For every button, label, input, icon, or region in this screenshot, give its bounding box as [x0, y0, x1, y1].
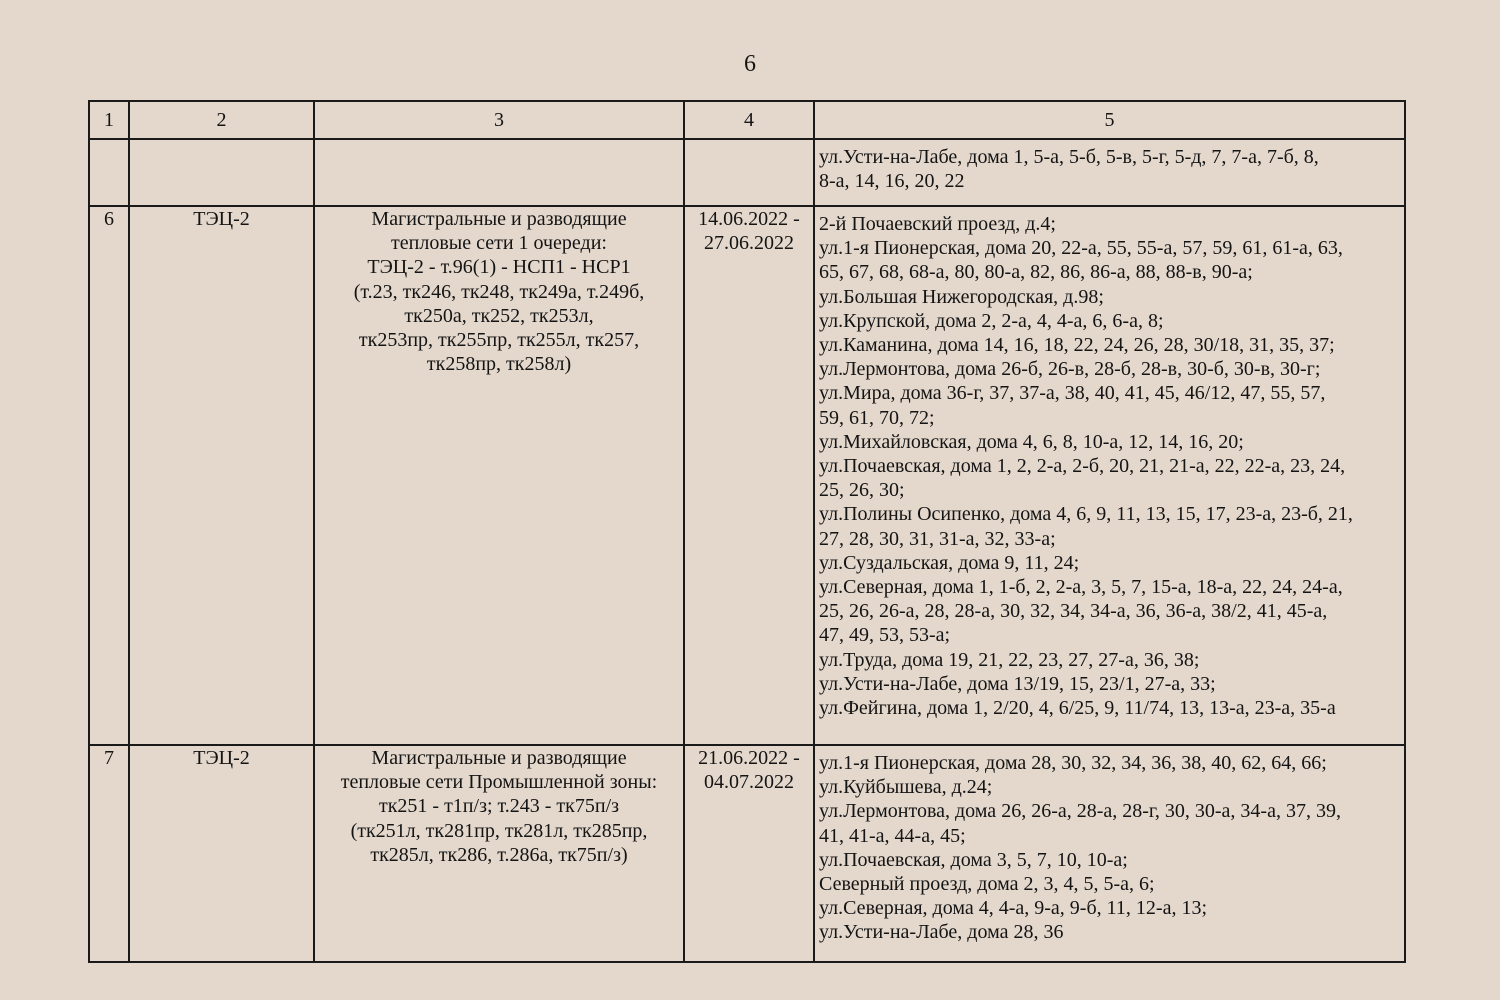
- address-line: ул.1-я Пионерская, дома 20, 22-а, 55, 55-а, 57, 59, 61, 61-а, 63,: [819, 237, 1343, 260]
- address-line: 25, 26, 30;: [819, 479, 905, 502]
- network-line: тк253пр, тк255пр, тк255л, тк257,: [358, 329, 640, 352]
- address-line: ул.Полины Осипенко, дома 4, 6, 9, 11, 13, 15, 17, 23-а, 23-б, 21,: [819, 503, 1353, 526]
- table-row: [89, 745, 1405, 962]
- address-line: ул.Труда, дома 19, 21, 22, 23, 27, 27-а, 36, 38;: [819, 648, 1200, 671]
- address-line: ул.Лермонтова, дома 26-б, 26-в, 28-б, 28-в, 30-б, 30-в, 30-г;: [819, 358, 1321, 381]
- addresses-cell: [814, 139, 1405, 206]
- address-line: ул.Каманина, дома 14, 16, 18, 22, 24, 26, 28, 30/18, 31, 35, 37;: [819, 334, 1335, 357]
- network-line: тк285л, тк286, т.286а, тк75п/з): [370, 843, 628, 866]
- dates-cell: [684, 139, 814, 206]
- end-date: 27.06.2022: [704, 232, 794, 255]
- network-line: Магистральные и разводящие: [371, 208, 627, 230]
- addresses-cell: [814, 745, 1405, 962]
- header-col-4: 4: [684, 101, 814, 139]
- network-line: тк258пр, тк258л): [426, 353, 572, 376]
- address-line: ул.Куйбышева, д.24;: [819, 776, 993, 799]
- row-number-cell: 6: [89, 206, 129, 745]
- network-cell: [314, 745, 684, 962]
- network-line: тк250а, тк252, тк253л,: [404, 304, 594, 327]
- row-number-cell: 7: [89, 745, 129, 962]
- start-date: 21.06.2022 -: [698, 747, 800, 769]
- address-line: 2-й Почаевский проезд, д.4;: [819, 213, 1056, 235]
- address-line: ул.Мира, дома 36-г, 37, 37-а, 38, 40, 41, 45, 46/12, 47, 55, 57,: [819, 382, 1326, 405]
- heat-source-cell: ТЭЦ-2: [129, 745, 314, 962]
- address-line: ул.1-я Пионерская, дома 28, 30, 32, 34, 36, 38, 40, 62, 64, 66;: [819, 752, 1327, 774]
- network-line: ТЭЦ-2 - т.96(1) - НСП1 - НСР1: [367, 256, 631, 279]
- address-line: ул.Крупской, дома 2, 2-а, 4, 4-а, 6, 6-а, 8;: [819, 309, 1164, 332]
- network-line: (тк251л, тк281пр, тк281л, тк285пр,: [350, 819, 648, 842]
- address-line: 8-а, 14, 16, 20, 22: [819, 170, 965, 193]
- network-cell: [314, 206, 684, 745]
- address-line: ул.Усти-на-Лабе, дома 13/19, 15, 23/1, 27-а, 33;: [819, 672, 1216, 695]
- address-line: ул.Большая Нижегородская, д.98;: [819, 285, 1104, 308]
- network-line: (т.23, тк246, тк248, тк249а, т.249б,: [353, 280, 645, 303]
- address-line: ул.Северная, дома 1, 1-б, 2, 2-а, 3, 5, 7, 15-а, 18-а, 22, 24, 24-а,: [819, 576, 1343, 599]
- table-row: [89, 206, 1405, 745]
- network-line: тепловые сети Промышленной зоны:: [340, 771, 658, 794]
- address-line: ул.Почаевская, дома 1, 2, 2-а, 2-б, 20, 21, 21-а, 22, 22-а, 23, 24,: [819, 455, 1346, 478]
- address-line: ул.Усти-на-Лабе, дома 28, 36: [819, 921, 1064, 944]
- table-row-continuation: [89, 139, 1405, 206]
- network-line: тепловые сети 1 очереди:: [391, 232, 607, 255]
- heat-source-cell: ТЭЦ-2: [129, 206, 314, 745]
- outage-schedule-table: [88, 100, 1406, 963]
- address-line: ул.Почаевская, дома 3, 5, 7, 10, 10-а;: [819, 848, 1128, 871]
- header-col-1: 1: [89, 101, 129, 139]
- addresses-cell: [814, 206, 1405, 745]
- column-number-header-row: [89, 101, 1405, 139]
- dates-cell: [684, 745, 814, 962]
- header-col-3: 3: [314, 101, 684, 139]
- address-line: 27, 28, 30, 31, 31-а, 32, 33-а;: [819, 527, 1056, 550]
- address-line: 25, 26, 26-а, 28, 28-а, 30, 32, 34, 34-а, 36, 36-а, 38/2, 41, 45-а,: [819, 600, 1328, 623]
- address-line: ул.Суздальская, дома 9, 11, 24;: [819, 551, 1080, 574]
- address-line: ул.Лермонтова, дома 26, 26-а, 28-а, 28-г, 30, 30-а, 34-а, 37, 39,: [819, 800, 1341, 823]
- network-line: Магистральные и разводящие: [371, 747, 627, 769]
- header-col-2: 2: [129, 101, 314, 139]
- heat-source-cell: [129, 139, 314, 206]
- dates-cell: [684, 206, 814, 745]
- address-line: ул.Фейгина, дома 1, 2/20, 4, 6/25, 9, 11/74, 13, 13-а, 23-а, 35-а: [819, 697, 1336, 720]
- page-number: 6: [744, 51, 756, 77]
- address-line: 59, 61, 70, 72;: [819, 406, 935, 429]
- address-line: ул.Усти-на-Лабе, дома 1, 5-а, 5-б, 5-в, 5-г, 5-д, 7, 7-а, 7-б, 8,: [819, 146, 1319, 168]
- address-line: 65, 67, 68, 68-а, 80, 80-а, 82, 86, 86-а, 88, 88-в, 90-а;: [819, 261, 1253, 284]
- network-line: тк251 - т1п/з; т.243 - тк75п/з: [378, 795, 620, 818]
- address-line: ул.Северная, дома 4, 4-а, 9-а, 9-б, 11, 12-а, 13;: [819, 897, 1207, 920]
- network-cell: [314, 139, 684, 206]
- row-number-cell: [89, 139, 129, 206]
- address-line: Северный проезд, дома 2, 3, 4, 5, 5-а, 6;: [819, 873, 1155, 896]
- header-col-5: 5: [814, 101, 1405, 139]
- start-date: 14.06.2022 -: [698, 208, 800, 230]
- end-date: 04.07.2022: [704, 771, 794, 794]
- address-line: 41, 41-а, 44-а, 45;: [819, 824, 966, 847]
- address-line: ул.Михайловская, дома 4, 6, 8, 10-а, 12, 14, 16, 20;: [819, 430, 1244, 453]
- address-line: 47, 49, 53, 53-а;: [819, 624, 951, 647]
